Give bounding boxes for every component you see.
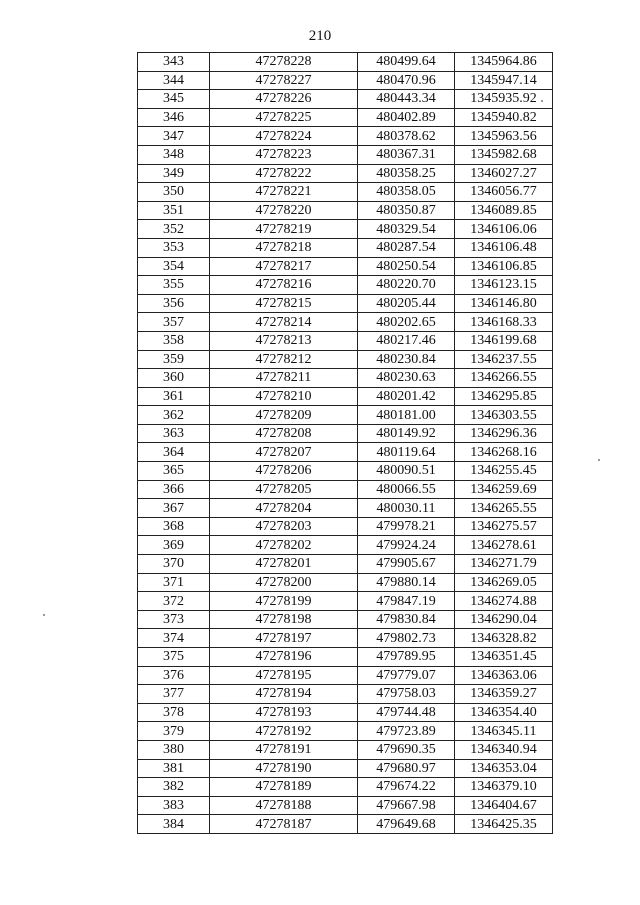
table-row <box>138 294 553 313</box>
table-row <box>138 90 553 109</box>
x-coordinate-cell: 480149.92 <box>358 424 455 443</box>
y-coordinate-cell: 1345964.86 <box>455 53 553 72</box>
scan-speck <box>43 614 45 616</box>
x-coordinate-cell: 479744.48 <box>358 703 455 722</box>
point-number-cell: 381 <box>138 759 210 778</box>
y-coordinate-cell: 1346123.15 <box>455 276 553 295</box>
point-id-cell: 47278217 <box>210 257 358 276</box>
point-number-cell: 357 <box>138 313 210 332</box>
point-number-cell: 353 <box>138 238 210 257</box>
point-id-cell: 47278205 <box>210 480 358 499</box>
table-row <box>138 276 553 295</box>
table-row <box>138 592 553 611</box>
x-coordinate-cell: 479847.19 <box>358 592 455 611</box>
y-coordinate-cell: 1346271.79 <box>455 555 553 574</box>
y-coordinate-cell: 1346379.10 <box>455 778 553 797</box>
x-coordinate-cell: 480230.84 <box>358 350 455 369</box>
y-coordinate-cell: 1346353.04 <box>455 759 553 778</box>
point-number-cell: 382 <box>138 778 210 797</box>
table-row <box>138 499 553 518</box>
y-coordinate-cell: 1346359.27 <box>455 685 553 704</box>
point-id-cell: 47278197 <box>210 629 358 648</box>
point-id-cell: 47278189 <box>210 778 358 797</box>
point-id-cell: 47278212 <box>210 350 358 369</box>
x-coordinate-cell: 480350.87 <box>358 201 455 220</box>
point-number-cell: 364 <box>138 443 210 462</box>
y-coordinate-cell: 1346106.48 <box>455 238 553 257</box>
point-number-cell: 379 <box>138 722 210 741</box>
point-number-cell: 352 <box>138 220 210 239</box>
table-row <box>138 573 553 592</box>
x-coordinate-cell: 480378.62 <box>358 127 455 146</box>
x-coordinate-cell: 480202.65 <box>358 313 455 332</box>
x-coordinate-cell: 480030.11 <box>358 499 455 518</box>
point-number-cell: 368 <box>138 517 210 536</box>
scan-speck <box>598 459 600 461</box>
x-coordinate-cell: 480066.55 <box>358 480 455 499</box>
x-coordinate-cell: 480201.42 <box>358 387 455 406</box>
table-row <box>138 406 553 425</box>
x-coordinate-cell: 480230.63 <box>358 369 455 388</box>
y-coordinate-cell: 1346146.80 <box>455 294 553 313</box>
point-number-cell: 376 <box>138 666 210 685</box>
point-number-cell: 343 <box>138 53 210 72</box>
x-coordinate-cell: 479924.24 <box>358 536 455 555</box>
table-row <box>138 145 553 164</box>
table-row <box>138 536 553 555</box>
x-coordinate-cell: 479880.14 <box>358 573 455 592</box>
point-id-cell: 47278198 <box>210 610 358 629</box>
y-coordinate-cell: 1346255.45 <box>455 462 553 481</box>
y-coordinate-cell: 1346363.06 <box>455 666 553 685</box>
table-row <box>138 350 553 369</box>
point-number-cell: 366 <box>138 480 210 499</box>
point-number-cell: 367 <box>138 499 210 518</box>
table-row <box>138 443 553 462</box>
table-row <box>138 703 553 722</box>
point-number-cell: 373 <box>138 610 210 629</box>
point-id-cell: 47278216 <box>210 276 358 295</box>
point-id-cell: 47278200 <box>210 573 358 592</box>
table-row <box>138 722 553 741</box>
x-coordinate-cell: 480367.31 <box>358 145 455 164</box>
point-number-cell: 363 <box>138 424 210 443</box>
coordinates-table-body <box>138 53 553 834</box>
x-coordinate-cell: 479723.89 <box>358 722 455 741</box>
table-row <box>138 462 553 481</box>
point-id-cell: 47278187 <box>210 815 358 834</box>
point-number-cell: 350 <box>138 183 210 202</box>
point-number-cell: 377 <box>138 685 210 704</box>
y-coordinate-cell: 1345982.68 <box>455 145 553 164</box>
y-coordinate-cell: 1345935.92 <box>455 90 553 109</box>
point-id-cell: 47278193 <box>210 703 358 722</box>
point-id-cell: 47278211 <box>210 369 358 388</box>
table-row <box>138 815 553 834</box>
table-row <box>138 517 553 536</box>
x-coordinate-cell: 479779.07 <box>358 666 455 685</box>
y-coordinate-cell: 1346269.05 <box>455 573 553 592</box>
y-coordinate-cell: 1346056.77 <box>455 183 553 202</box>
point-id-cell: 47278191 <box>210 740 358 759</box>
x-coordinate-cell: 480181.00 <box>358 406 455 425</box>
table-row <box>138 778 553 797</box>
x-coordinate-cell: 479674.22 <box>358 778 455 797</box>
point-id-cell: 47278188 <box>210 796 358 815</box>
point-id-cell: 47278226 <box>210 90 358 109</box>
table-row <box>138 648 553 667</box>
y-coordinate-cell: 1346296.36 <box>455 424 553 443</box>
point-id-cell: 47278192 <box>210 722 358 741</box>
point-number-cell: 372 <box>138 592 210 611</box>
scan-speck <box>541 100 543 102</box>
point-id-cell: 47278208 <box>210 424 358 443</box>
point-id-cell: 47278228 <box>210 53 358 72</box>
y-coordinate-cell: 1346199.68 <box>455 331 553 350</box>
y-coordinate-cell: 1346340.94 <box>455 740 553 759</box>
page-number: 210 <box>308 28 332 44</box>
x-coordinate-cell: 480217.46 <box>358 331 455 350</box>
table-row <box>138 313 553 332</box>
point-id-cell: 47278220 <box>210 201 358 220</box>
point-number-cell: 345 <box>138 90 210 109</box>
point-id-cell: 47278225 <box>210 108 358 127</box>
table-row <box>138 387 553 406</box>
point-id-cell: 47278221 <box>210 183 358 202</box>
y-coordinate-cell: 1346275.57 <box>455 517 553 536</box>
y-coordinate-cell: 1346290.04 <box>455 610 553 629</box>
y-coordinate-cell: 1346237.55 <box>455 350 553 369</box>
point-number-cell: 361 <box>138 387 210 406</box>
x-coordinate-cell: 479667.98 <box>358 796 455 815</box>
point-id-cell: 47278210 <box>210 387 358 406</box>
point-id-cell: 47278224 <box>210 127 358 146</box>
point-id-cell: 47278223 <box>210 145 358 164</box>
point-number-cell: 344 <box>138 71 210 90</box>
y-coordinate-cell: 1345963.56 <box>455 127 553 146</box>
x-coordinate-cell: 479789.95 <box>358 648 455 667</box>
point-number-cell: 349 <box>138 164 210 183</box>
x-coordinate-cell: 479978.21 <box>358 517 455 536</box>
point-number-cell: 371 <box>138 573 210 592</box>
x-coordinate-cell: 480220.70 <box>358 276 455 295</box>
point-id-cell: 47278218 <box>210 238 358 257</box>
y-coordinate-cell: 1346106.85 <box>455 257 553 276</box>
table-row <box>138 331 553 350</box>
table-row <box>138 257 553 276</box>
table-row <box>138 53 553 72</box>
point-id-cell: 47278227 <box>210 71 358 90</box>
point-number-cell: 375 <box>138 648 210 667</box>
x-coordinate-cell: 480119.64 <box>358 443 455 462</box>
table-row <box>138 108 553 127</box>
point-id-cell: 47278222 <box>210 164 358 183</box>
table-row <box>138 629 553 648</box>
x-coordinate-cell: 480287.54 <box>358 238 455 257</box>
table-row <box>138 424 553 443</box>
table-row <box>138 71 553 90</box>
x-coordinate-cell: 480329.54 <box>358 220 455 239</box>
x-coordinate-cell: 480358.25 <box>358 164 455 183</box>
y-coordinate-cell: 1346089.85 <box>455 201 553 220</box>
y-coordinate-cell: 1346266.55 <box>455 369 553 388</box>
table-row <box>138 796 553 815</box>
point-number-cell: 362 <box>138 406 210 425</box>
point-id-cell: 47278209 <box>210 406 358 425</box>
x-coordinate-cell: 480402.89 <box>358 108 455 127</box>
point-number-cell: 358 <box>138 331 210 350</box>
y-coordinate-cell: 1346351.45 <box>455 648 553 667</box>
point-id-cell: 47278207 <box>210 443 358 462</box>
point-number-cell: 384 <box>138 815 210 834</box>
table-row <box>138 238 553 257</box>
y-coordinate-cell: 1346354.40 <box>455 703 553 722</box>
point-number-cell: 383 <box>138 796 210 815</box>
x-coordinate-cell: 479690.35 <box>358 740 455 759</box>
point-id-cell: 47278206 <box>210 462 358 481</box>
point-id-cell: 47278213 <box>210 331 358 350</box>
y-coordinate-cell: 1346259.69 <box>455 480 553 499</box>
table-row <box>138 369 553 388</box>
point-number-cell: 355 <box>138 276 210 295</box>
table-row <box>138 685 553 704</box>
table-row <box>138 201 553 220</box>
x-coordinate-cell: 480443.34 <box>358 90 455 109</box>
point-number-cell: 369 <box>138 536 210 555</box>
point-id-cell: 47278202 <box>210 536 358 555</box>
point-number-cell: 346 <box>138 108 210 127</box>
point-number-cell: 359 <box>138 350 210 369</box>
y-coordinate-cell: 1346274.88 <box>455 592 553 611</box>
table-row <box>138 480 553 499</box>
point-number-cell: 348 <box>138 145 210 164</box>
y-coordinate-cell: 1346278.61 <box>455 536 553 555</box>
y-coordinate-cell: 1346027.27 <box>455 164 553 183</box>
point-number-cell: 347 <box>138 127 210 146</box>
table-row <box>138 220 553 239</box>
point-id-cell: 47278204 <box>210 499 358 518</box>
point-id-cell: 47278196 <box>210 648 358 667</box>
table-row <box>138 164 553 183</box>
y-coordinate-cell: 1346328.82 <box>455 629 553 648</box>
point-id-cell: 47278215 <box>210 294 358 313</box>
y-coordinate-cell: 1346168.33 <box>455 313 553 332</box>
x-coordinate-cell: 480470.96 <box>358 71 455 90</box>
y-coordinate-cell: 1346425.35 <box>455 815 553 834</box>
x-coordinate-cell: 480205.44 <box>358 294 455 313</box>
point-number-cell: 365 <box>138 462 210 481</box>
table-row <box>138 740 553 759</box>
x-coordinate-cell: 479830.84 <box>358 610 455 629</box>
point-id-cell: 47278214 <box>210 313 358 332</box>
point-id-cell: 47278219 <box>210 220 358 239</box>
y-coordinate-cell: 1346303.55 <box>455 406 553 425</box>
y-coordinate-cell: 1346404.67 <box>455 796 553 815</box>
point-number-cell: 356 <box>138 294 210 313</box>
point-number-cell: 370 <box>138 555 210 574</box>
table-row <box>138 183 553 202</box>
point-number-cell: 378 <box>138 703 210 722</box>
point-id-cell: 47278201 <box>210 555 358 574</box>
point-id-cell: 47278194 <box>210 685 358 704</box>
x-coordinate-cell: 480090.51 <box>358 462 455 481</box>
x-coordinate-cell: 479649.68 <box>358 815 455 834</box>
x-coordinate-cell: 480250.54 <box>358 257 455 276</box>
x-coordinate-cell: 479758.03 <box>358 685 455 704</box>
point-number-cell: 374 <box>138 629 210 648</box>
x-coordinate-cell: 479802.73 <box>358 629 455 648</box>
point-number-cell: 351 <box>138 201 210 220</box>
point-id-cell: 47278199 <box>210 592 358 611</box>
x-coordinate-cell: 480358.05 <box>358 183 455 202</box>
table-row <box>138 127 553 146</box>
x-coordinate-cell: 479680.97 <box>358 759 455 778</box>
point-number-cell: 360 <box>138 369 210 388</box>
point-number-cell: 354 <box>138 257 210 276</box>
x-coordinate-cell: 479905.67 <box>358 555 455 574</box>
table-row <box>138 666 553 685</box>
table-row <box>138 759 553 778</box>
y-coordinate-cell: 1345940.82 <box>455 108 553 127</box>
point-id-cell: 47278203 <box>210 517 358 536</box>
y-coordinate-cell: 1346106.06 <box>455 220 553 239</box>
point-id-cell: 47278190 <box>210 759 358 778</box>
y-coordinate-cell: 1346295.85 <box>455 387 553 406</box>
y-coordinate-cell: 1345947.14 <box>455 71 553 90</box>
y-coordinate-cell: 1346268.16 <box>455 443 553 462</box>
x-coordinate-cell: 480499.64 <box>358 53 455 72</box>
table-row <box>138 610 553 629</box>
point-number-cell: 380 <box>138 740 210 759</box>
y-coordinate-cell: 1346345.11 <box>455 722 553 741</box>
y-coordinate-cell: 1346265.55 <box>455 499 553 518</box>
coordinates-table <box>137 52 553 834</box>
point-id-cell: 47278195 <box>210 666 358 685</box>
table-row <box>138 555 553 574</box>
